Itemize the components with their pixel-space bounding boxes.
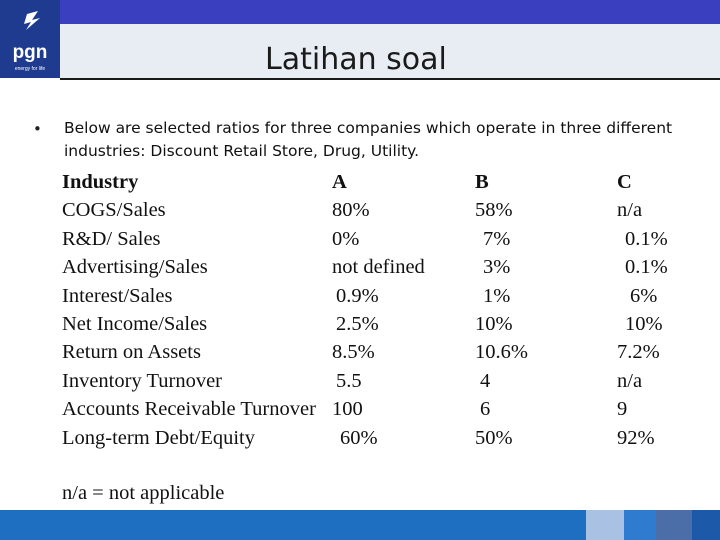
footer-accent-block — [586, 510, 624, 540]
row-label: Net Income/Sales — [62, 312, 208, 335]
table-row — [62, 285, 682, 313]
value-b: 7% — [483, 227, 511, 250]
value-a: 0% — [332, 227, 360, 250]
table-header-row — [62, 171, 682, 199]
header-top-stripe — [60, 0, 720, 24]
value-b: 10.6% — [475, 341, 528, 364]
header-company-b: B — [475, 171, 489, 193]
footer-accent-block — [656, 510, 692, 540]
row-label: COGS/Sales — [62, 199, 166, 222]
value-a: 2.5% — [336, 312, 379, 335]
table-row — [62, 313, 682, 341]
value-a: 60% — [340, 426, 378, 449]
intro-text: Below are selected ratios for three companies which operate in three different industries: Discount Retail Store, Drug, Utility. — [64, 119, 673, 160]
row-label: Accounts Receivable Turnover — [62, 398, 316, 421]
value-b: 4 — [480, 369, 491, 392]
value-a: 0.9% — [336, 284, 379, 307]
value-c: 9 — [617, 398, 628, 421]
value-c: 6% — [630, 284, 658, 307]
title-divider — [60, 78, 720, 80]
slide-title: Latihan soal — [265, 42, 447, 77]
value-c: 0.1% — [625, 227, 668, 250]
bullet-icon: • — [33, 120, 42, 138]
row-label: Long-term Debt/Equity — [62, 426, 255, 449]
table-row — [62, 199, 682, 227]
header-industry: Industry — [62, 171, 139, 193]
table-row — [62, 427, 682, 455]
table-row — [62, 228, 682, 256]
header-company-a: A — [332, 171, 347, 193]
footnote: n/a = not applicable — [62, 482, 225, 504]
value-b: 58% — [475, 199, 513, 222]
row-label: R&D/ Sales — [62, 227, 161, 250]
pgn-flame-logo-icon — [0, 0, 60, 78]
value-c: 92% — [617, 426, 655, 449]
logo-brand: pgn — [12, 42, 48, 63]
value-c: n/a — [617, 199, 643, 222]
row-label: Advertising/Sales — [62, 256, 208, 279]
table-row — [62, 341, 682, 369]
value-b: 50% — [475, 426, 513, 449]
row-label: Return on Assets — [62, 341, 201, 364]
value-a: not defined — [332, 256, 425, 279]
value-c: n/a — [617, 369, 643, 392]
value-a: 8.5% — [332, 341, 375, 364]
footer-accent-block — [624, 510, 656, 540]
table-row — [62, 256, 682, 284]
value-c: 7.2% — [617, 341, 660, 364]
header-company-c: C — [617, 171, 632, 193]
ratio-table — [62, 171, 682, 455]
row-label: Interest/Sales — [62, 284, 173, 307]
value-a: 100 — [332, 398, 363, 421]
value-b: 6 — [480, 398, 491, 421]
table-row — [62, 398, 682, 426]
value-c: 0.1% — [625, 256, 668, 279]
value-b: 3% — [483, 256, 511, 279]
table-row — [62, 370, 682, 398]
row-label: Inventory Turnover — [62, 369, 223, 392]
value-a: 80% — [332, 199, 370, 222]
value-c: 10% — [625, 312, 663, 335]
footer-accent-block — [692, 510, 720, 540]
pgn-logo — [0, 0, 60, 78]
value-b: 10% — [475, 312, 513, 335]
value-b: 1% — [483, 284, 511, 307]
value-a: 5.5 — [336, 369, 362, 392]
logo-tagline: energy for life — [14, 66, 46, 72]
